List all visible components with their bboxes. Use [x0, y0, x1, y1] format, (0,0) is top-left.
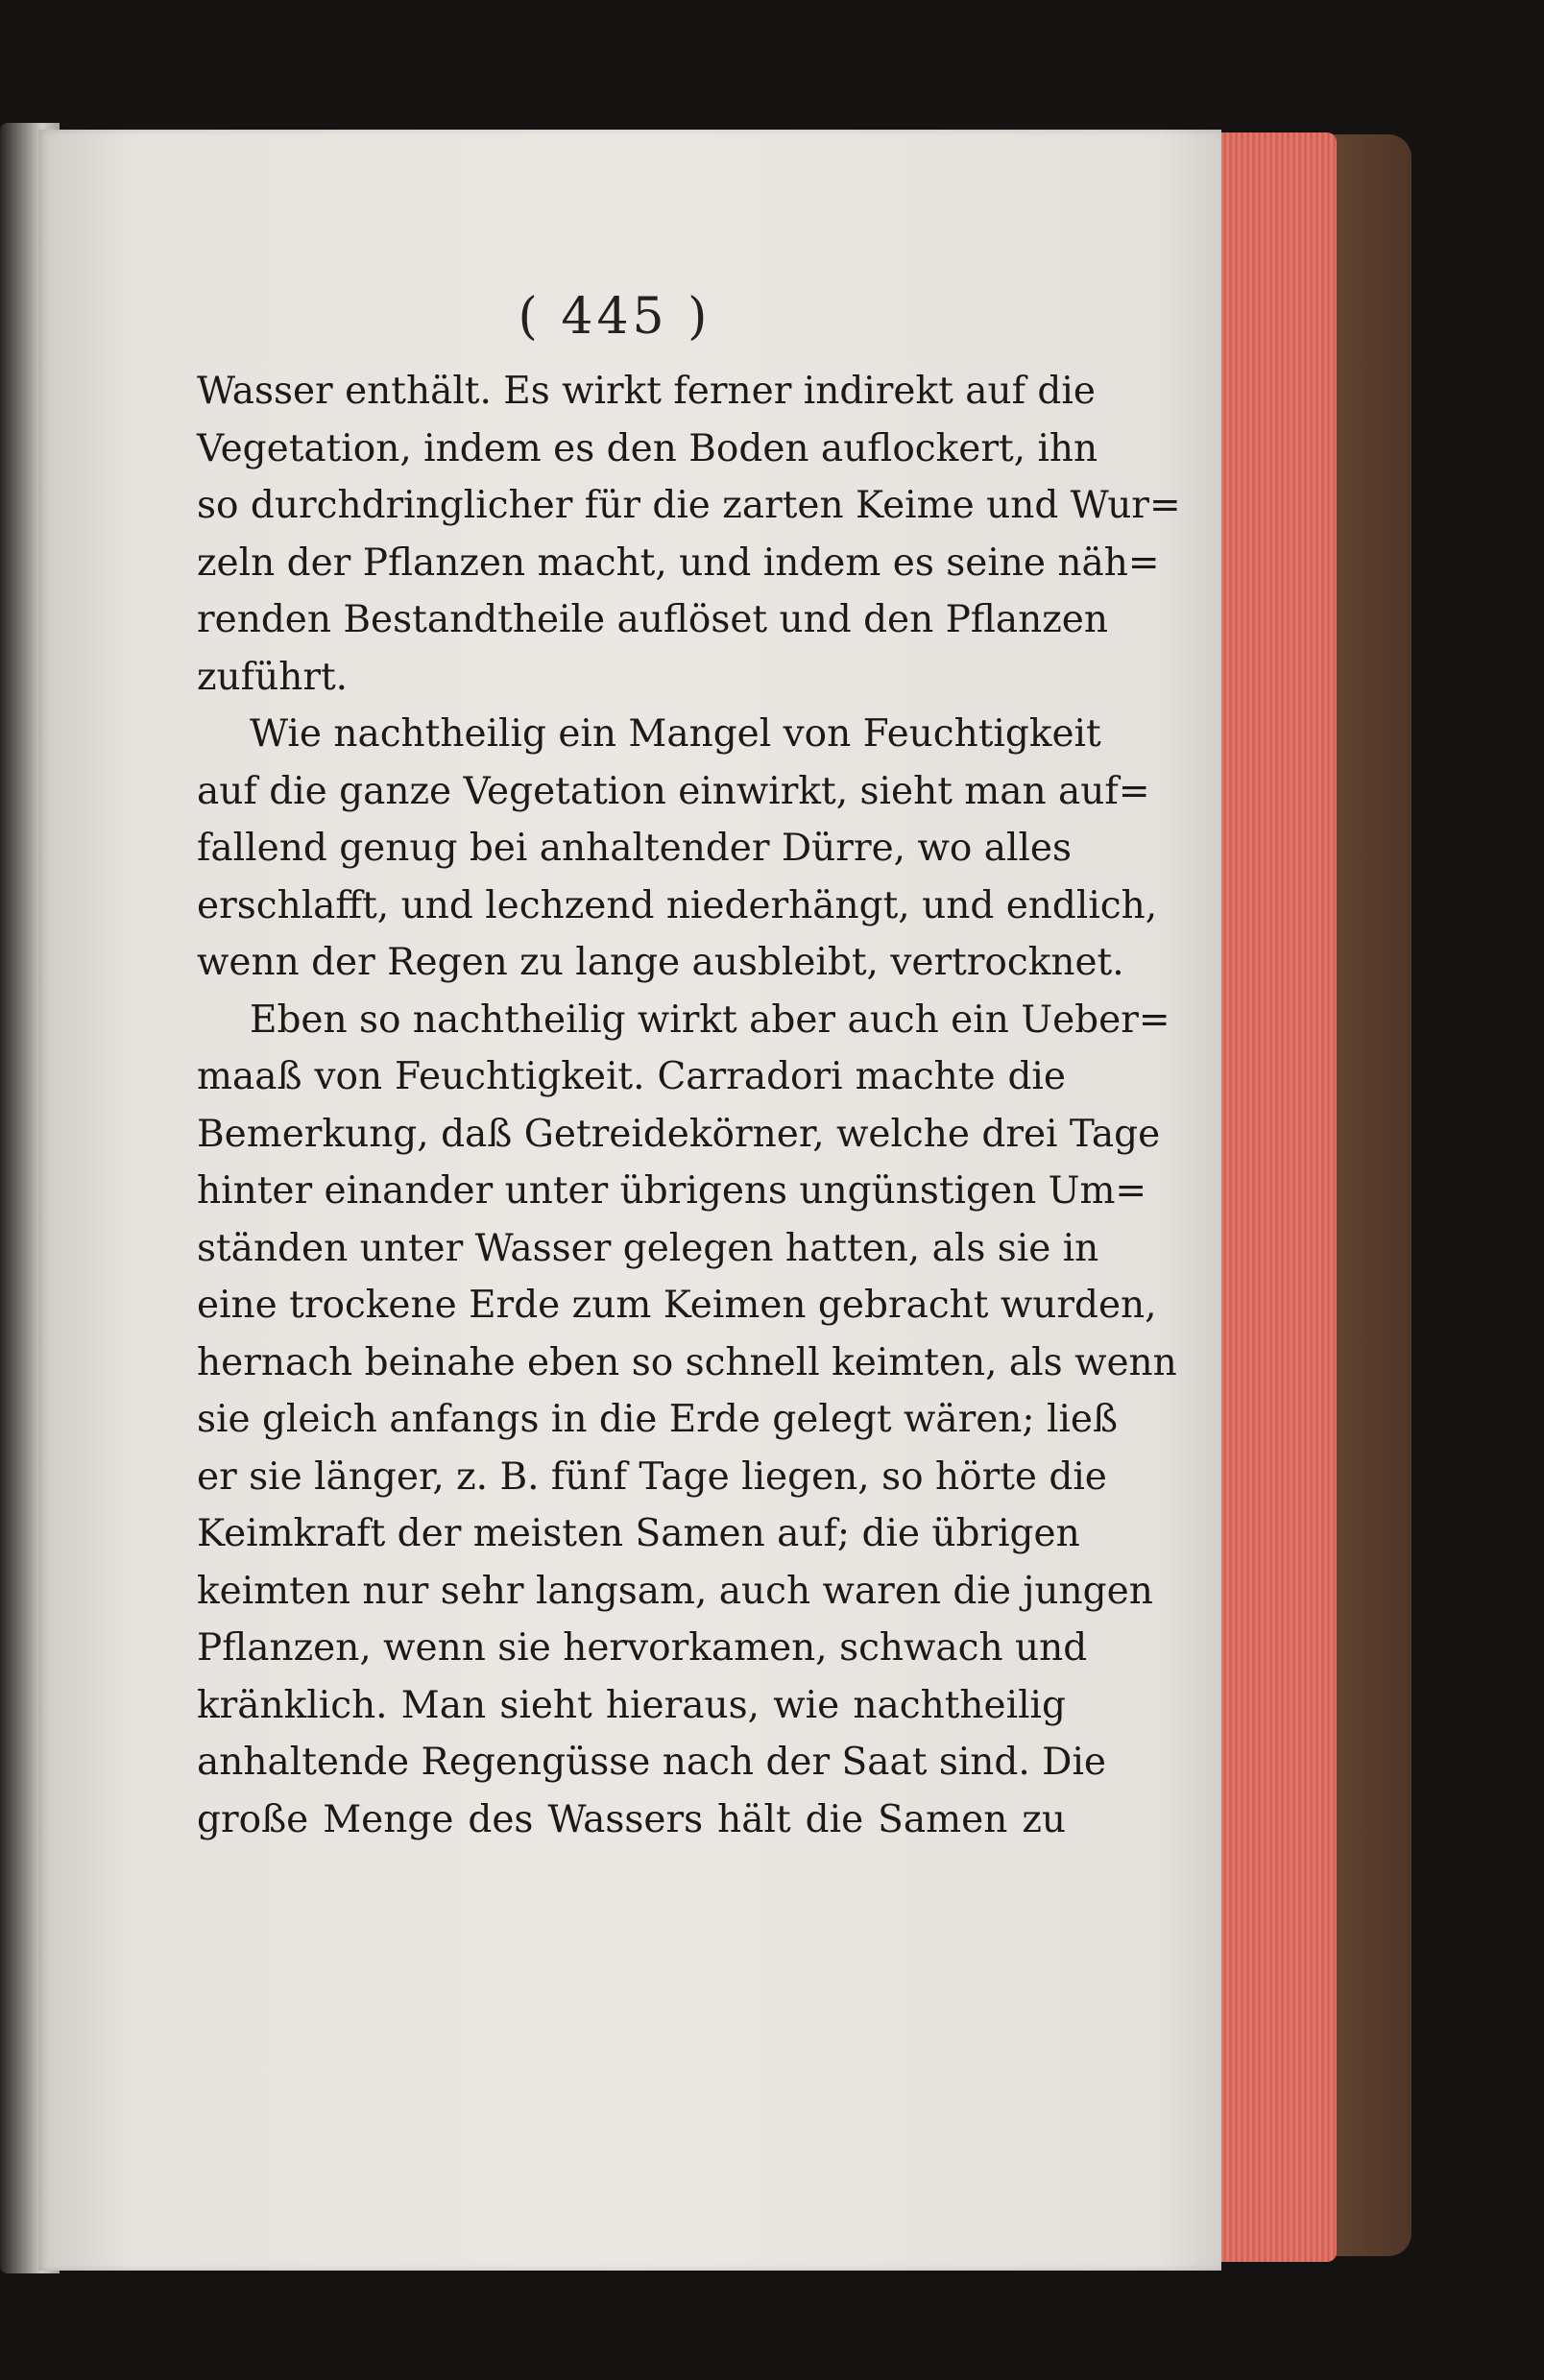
text-line: Wie nachtheilig ein Mangel von Feuchtigkeit — [250, 712, 1101, 756]
text-line: erschlafft, und lechzend niederhängt, und endlich, — [197, 883, 1158, 927]
text-line: hernach beinahe eben so schnell keimten, als wenn — [197, 1340, 1177, 1384]
text-line: sie gleich anfangs in die Erde gelegt wären; ließ — [197, 1398, 1119, 1441]
page-number: ( 445 ) — [518, 288, 712, 346]
text-line: Keimkraft der meisten Samen auf; die übrigen — [197, 1512, 1080, 1555]
text-line: keimten nur sehr langsam, auch waren die jungen — [197, 1569, 1153, 1613]
page-edges-red — [1219, 132, 1337, 2262]
text-line: zeln der Pflanzen macht, und indem es seine näh= — [197, 541, 1160, 585]
text-line: fallend genug bei anhaltender Dürre, wo alles — [197, 827, 1073, 870]
text-line: auf die ganze Vegetation einwirkt, sieht man auf= — [197, 769, 1150, 813]
text-line: Wasser enthält. Es wirkt ferner indirekt auf die — [197, 370, 1096, 413]
text-line: Pflanzen, wenn sie hervorkamen, schwach und — [197, 1626, 1088, 1670]
text-line: Vegetation, indem es den Boden auflockert, ihn — [197, 426, 1098, 470]
text-line: hinter einander unter übrigens ungünstigen Um= — [197, 1169, 1147, 1213]
page-text — [197, 363, 1181, 1848]
text-line: große Menge des Wassers hält die Samen zu — [197, 1797, 1066, 1841]
text-line: wenn der Regen zu lange ausbleibt, vertrocknet. — [197, 941, 1124, 984]
text-line: ständen unter Wasser gelegen hatten, als sie in — [197, 1226, 1099, 1270]
text-line: er sie länger, z. B. fünf Tage liegen, so hörte die — [197, 1454, 1107, 1499]
text-line: renden Bestandtheile auflöset und den Pflanzen — [197, 598, 1109, 641]
text-line: anhaltende Regengüsse nach der Saat sind. Die — [197, 1741, 1107, 1784]
text-line: Eben so nachtheilig wirkt aber auch ein Ueber= — [250, 998, 1170, 1042]
text-line: Bemerkung, daß Getreidekörner, welche drei Tage — [197, 1112, 1161, 1156]
text-line: kränklich. Man sieht hieraus, wie nachtheilig — [197, 1683, 1066, 1727]
text-line: zuführt. — [197, 655, 349, 699]
text-line: so durchdringlicher für die zarten Keime und Wur= — [197, 484, 1181, 527]
text-line: eine trockene Erde zum Keimen gebracht wurden, — [197, 1284, 1157, 1327]
text-line: maaß von Feuchtigkeit. Carradori machte die — [197, 1055, 1066, 1098]
